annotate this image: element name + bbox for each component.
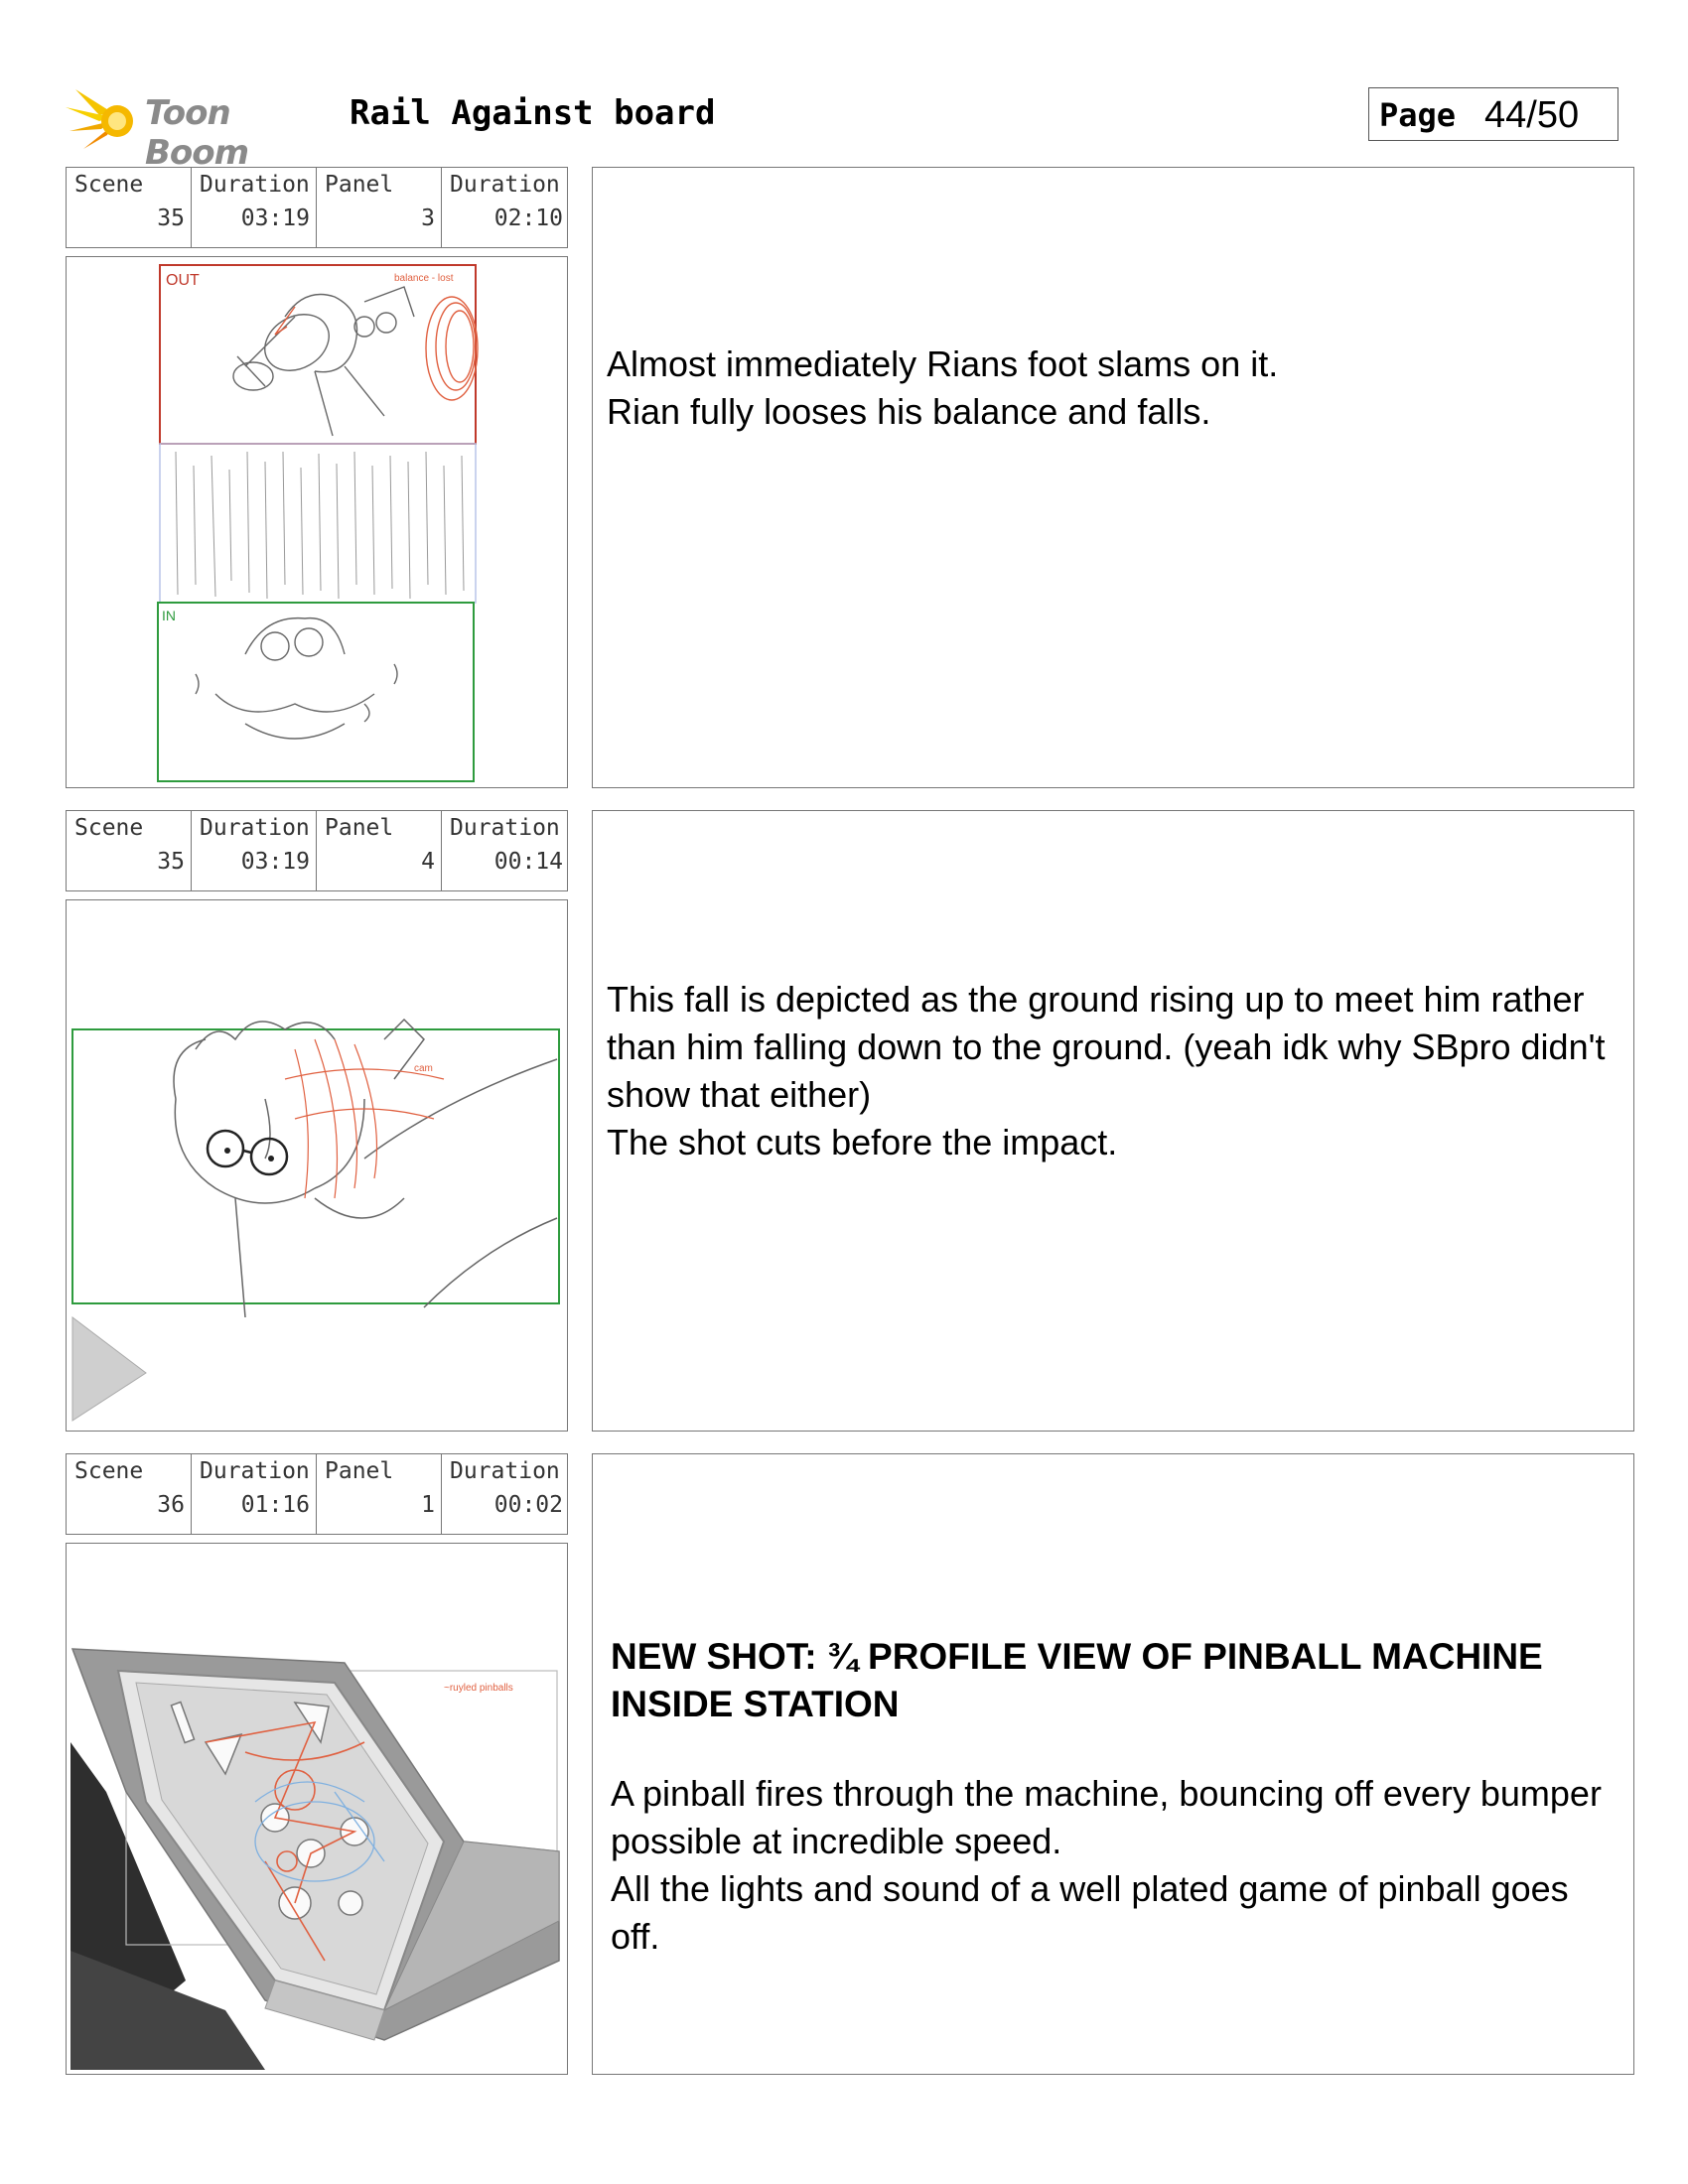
- page-header: [66, 79, 1634, 173]
- page-indicator: [1368, 87, 1618, 141]
- scene-cell: [67, 811, 192, 890]
- panel-sketch-image: [66, 899, 568, 1432]
- description-text: Almost immediately Rians foot slams on it. Rian fully looses his balance and falls.: [607, 343, 1279, 432]
- scene-label: Scene: [74, 815, 144, 841]
- duration-label: Duration: [450, 1458, 560, 1484]
- panel-duration-cell: [442, 811, 569, 890]
- scene-label: Scene: [74, 1458, 144, 1484]
- description-heading: NEW SHOT: ¾ PROFILE VIEW OF PINBALL MACHINE INSIDE STATION: [611, 1636, 1543, 1724]
- duration-label: Duration: [450, 815, 560, 841]
- panel-label: Panel: [325, 815, 394, 841]
- page-number: 44/50: [1484, 94, 1580, 136]
- scene-value: 35: [157, 205, 185, 231]
- panel-duration-cell: [442, 1454, 569, 1534]
- frame-label-out: OUT: [166, 272, 200, 289]
- storyboard-panel: [66, 810, 1634, 1432]
- scene-label: Scene: [74, 172, 144, 198]
- duration-label: Duration: [200, 172, 310, 198]
- panel-sketch-image: [66, 256, 568, 788]
- scene-duration-value: 01:16: [240, 1492, 310, 1518]
- scene-duration-cell: [192, 168, 317, 247]
- panel-description: [592, 1453, 1634, 2075]
- scene-value: 35: [157, 849, 185, 875]
- duration-label: Duration: [450, 172, 560, 198]
- rian-falling-sketch: [67, 257, 568, 788]
- panel-description: [592, 167, 1634, 788]
- panel-info-bar: [66, 1453, 568, 1535]
- description-text: This fall is depicted as the ground rising up to meet him rather than him falling down to the ground. (yeah idk why SBpro didn't show that either) The shot cuts before the impact.: [607, 979, 1606, 1162]
- sketch-note: balance - lost: [394, 273, 454, 284]
- panel-duration-value: 00:14: [493, 849, 563, 875]
- panel-label: Panel: [325, 172, 394, 198]
- scene-duration-value: 03:19: [240, 849, 310, 875]
- starburst-icon: [66, 79, 145, 159]
- rian-closeup-sketch: [67, 900, 568, 1432]
- document-title: Rail Against board: [350, 93, 716, 133]
- sketch-note: ~ruyled pinballs: [444, 1683, 513, 1694]
- panel-cell: [317, 168, 442, 247]
- panel-sketch-image: [66, 1543, 568, 2075]
- panel-cell: [317, 811, 442, 890]
- frame-label-in: IN: [162, 608, 176, 623]
- duration-label: Duration: [200, 815, 310, 841]
- storyboard-panel: [66, 1453, 1634, 2075]
- scene-cell: [67, 1454, 192, 1534]
- scene-duration-value: 03:19: [240, 205, 310, 231]
- panel-value: 4: [421, 849, 435, 875]
- sketch-note: cam: [414, 1063, 433, 1074]
- logo-wordmark: Toon Boom: [145, 93, 249, 173]
- panel-info-bar: [66, 810, 568, 891]
- scene-duration-cell: [192, 1454, 317, 1534]
- panel-info-bar: [66, 167, 568, 248]
- scene-duration-cell: [192, 811, 317, 890]
- scene-cell: [67, 168, 192, 247]
- panel-description: [592, 810, 1634, 1432]
- panel-duration-value: 02:10: [493, 205, 563, 231]
- storyboard-panel: [66, 167, 1634, 788]
- panel-label: Panel: [325, 1458, 394, 1484]
- panel-duration-cell: [442, 168, 569, 247]
- panel-value: 1: [421, 1492, 435, 1518]
- panel-duration-value: 00:02: [493, 1492, 563, 1518]
- pinball-machine-sketch: [67, 1544, 568, 2075]
- toon-boom-logo: [66, 79, 334, 173]
- description-text: A pinball fires through the machine, bouncing off every bumper possible at incredible speed. All the lights and sound of a well plated game of pinball goes off.: [611, 1773, 1602, 1957]
- panel-value: 3: [421, 205, 435, 231]
- panel-cell: [317, 1454, 442, 1534]
- page-label: Page: [1379, 96, 1457, 134]
- duration-label: Duration: [200, 1458, 310, 1484]
- scene-value: 36: [157, 1492, 185, 1518]
